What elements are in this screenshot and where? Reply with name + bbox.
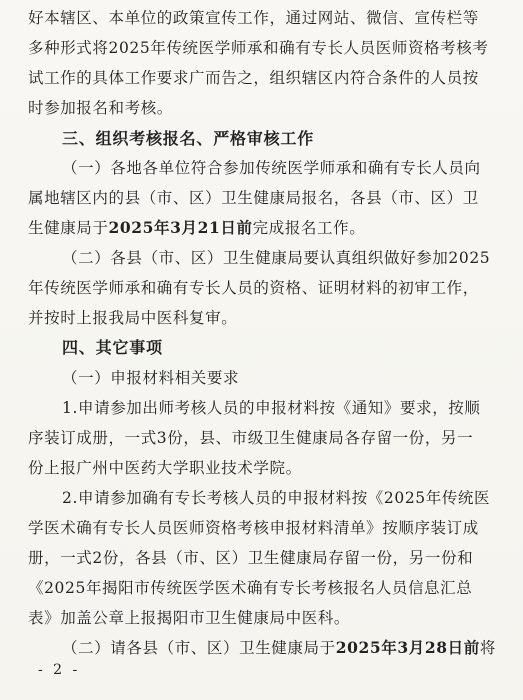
body-text-line: 2.申请参加确有专长考核人员的申报材料按《2025年传统医 — [62, 489, 491, 507]
deadline-date-bold: 2025年3月28日前 — [335, 638, 480, 657]
body-text-line: 册，一式2份，各县（市、区）卫生健康局存留一份，另一份和 — [28, 549, 474, 567]
body-text-line: 学医术确有专长人员医师资格考核申报材料清单》按顺序装订成 — [28, 519, 479, 537]
body-text-line: 并按时上报我局中医科复审。 — [28, 309, 238, 327]
body-text-line: （一）各地各单位符合参加传统医学师承和确有专长人员向 — [62, 159, 481, 177]
body-text-line: （二）各县（市、区）卫生健康局要认真组织做好参加2025 — [62, 249, 491, 267]
body-text-line — [28, 218, 503, 238]
body-text-line: 1.申请参加出师考核人员的申报材料按《通知》要求，按顺 — [62, 399, 481, 417]
section-heading-3: 三、组织考核报名、严格审核工作 — [62, 129, 315, 148]
body-text-line: 属地辖区内的县（市、区）卫生健康局报名，各县（市、区）卫 — [28, 189, 479, 207]
page-number: - 2 - — [38, 662, 81, 678]
body-text-line: 多种形式将2025年传统医学师承和确有专长人员医师资格考核考 — [28, 39, 489, 57]
text-segment: 生健康局于 — [28, 219, 109, 237]
section-heading-4: 四、其它事项 — [62, 338, 163, 357]
body-text-line: 《2025年揭阳市传统医学医术确有专长考核报名人员信息汇总 — [28, 579, 473, 597]
body-text-line: 时参加报名和考核。 — [28, 99, 173, 117]
body-text-line: 年传统医学师承和确有专长人员的资格、证明材料的初审工作， — [28, 279, 479, 297]
text-segment: 将 — [479, 639, 496, 657]
body-text-line: 份上报广州中医药大学职业技术学院。 — [28, 459, 302, 477]
text-segment: 完成报名工作。 — [252, 219, 366, 237]
subsection-heading: （一）申报材料相关要求 — [62, 369, 240, 387]
body-text-line: 序装订成册，一式3份，县、市级卫生健康局各存留一份，另一 — [28, 429, 474, 447]
body-text-line: 表》加盖公章上报揭阳市卫生健康局中医科。 — [28, 609, 351, 627]
body-text-line: 试工作的具体工作要求广而告之，组织辖区内符合条件的人员按 — [28, 69, 479, 87]
deadline-date-bold: 2025年3月21日前 — [108, 218, 253, 237]
body-text-line — [62, 638, 503, 658]
text-segment: （二）请各县（市、区）卫生健康局于 — [62, 639, 336, 657]
body-text-line: 好本辖区、本单位的政策宣传工作，通过网站、微信、宣传栏等 — [28, 9, 479, 27]
